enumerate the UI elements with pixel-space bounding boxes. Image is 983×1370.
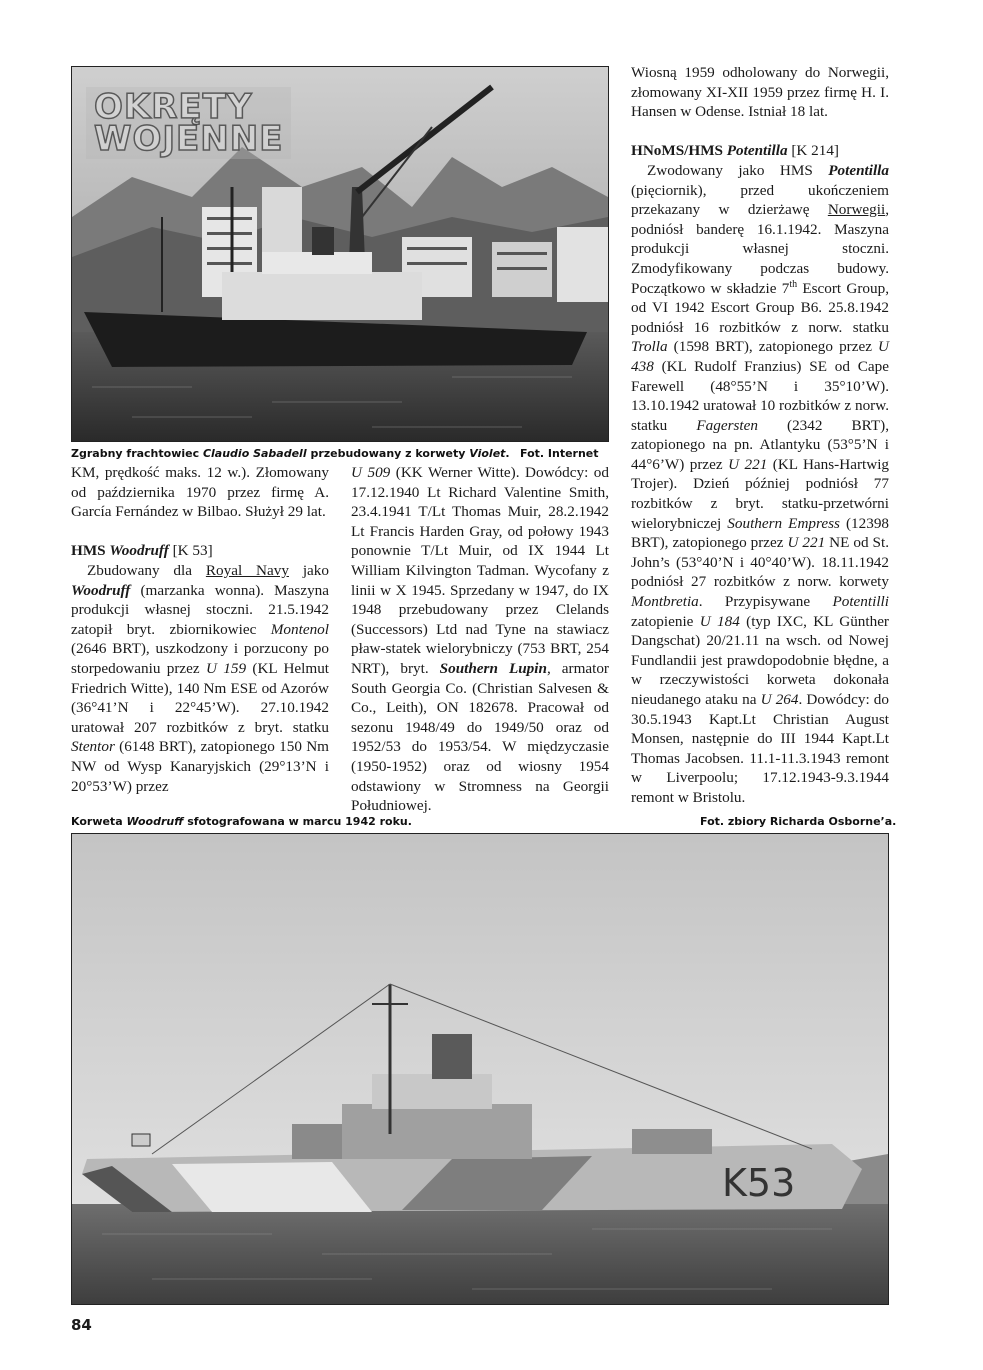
photo2-credit: Fot. zbiory Richarda Osborne’a. (700, 815, 897, 828)
paragraph: Zwodowany jako HMS Potentilla (pięciornik), przed ukończeniem przekazany w dzierżawę Norwegii, podniósł banderę 16.1.1942. Maszyna produkcji własnej stoczni. Zmodyfikowany podczas budowy. Początkowo w składzie 7th Escort Group, od VI 1942 Escort Group B6. 25.8.1942 podniósł 16 rozbitków z norw. statku Trolla (1598 BRT), zatopionego przez U 438 (KL Rudolf Franzius) SE od Cape Farewell (48°55’N i 35°10’W). 13.10.1942 uratował 10 rozbitków z norw. statku Fagersten (2342 BRT), zatopionego na pn. Atlantyku (53°5’N i 44°6’W) przez U 221 (KL Hans-Hartwig Trojer). Dzień później podniósł 77 rozbitków z bryt. statku-przetwórni wielorybniczej Southern Empress (12398 BRT), zatopionego przez U 221 NE od St. John’s (53°40’N i 40°40’W). 18.11.1942 podniósł 27 rozbitków z norw. korwety Montbretia. Przypisywane Potentilli zatopienie U 184 (typ IXC, KL Günther Dangschat) 20/21.11 na wsch. od Nowej Fundlandii jest prawdopodobnie błędne, a w rzeczywistości korweta dokonała nieudanego ataku na U 264. Dowódcy: do 30.5.1943 Kapt.Lt Christian August Monsen, następnie do III 1944 Kapt.Lt Thomas Jacobsen. 11.1-11.3.1943 remont w Liverpoolu; 17.12.1943-9.3.1944 remont w Bristolu. (631, 161, 890, 806)
photo2-caption: Korweta Woodruff sfotografowana w marcu 1942 roku. (71, 815, 412, 828)
photo1-caption: Zgrabny frachtowiec Claudio Sabadell przebudowany z korwety Violet. (71, 447, 510, 460)
photo1-credit: Fot. Internet (520, 447, 599, 460)
column-2 (351, 463, 609, 816)
paragraph: KM, prędkość maks. 12 w.). Złomowany od października 1970 przez firmę A. García Fernández w Bilbao. Służył 29 lat. (71, 464, 329, 521)
column-1 (71, 463, 329, 796)
paragraph: Zbudowany dla Royal Navy jako Woodruff (marzanka wonna). Maszyna produkcji własnej stoczni. 21.5.1942 zatopił bryt. zbiornikowiec Montenol (2646 BRT), uszkodzony i porzucony po storpedowaniu przez U 159 (KL Helmut Friedrich Witte), 140 Nm ESE od Azorów (36°41’N i 22°45’W). 27.10.1942 uratował 207 rozbitków z bryt. statku Stentor (6148 BRT), zatopionego 150 Nm NW od Wysp Kanaryjskich (29°13’N i 20°53’W) przez (71, 561, 330, 795)
royal-navy-link[interactable]: Royal Navy (205, 561, 289, 579)
norwegii-link[interactable]: Norwegii (827, 201, 886, 219)
photo-woodruff-corvette (71, 833, 889, 1305)
paragraph: Wiosną 1959 odholowany do Norwegii, złomowany XI-XII 1959 przez firmę H. I. Hansen w Odense. Istniał 18 lat. (631, 64, 889, 121)
section-heading-potentilla: HNoMS/HMS Potentilla [K 214] (631, 142, 839, 160)
corvette-photo-illustration (72, 834, 888, 1304)
paragraph: U 509 (KK Werner Witte). Dowódcy: od 17.12.1940 Lt Richard Valentine Smith, 23.4.1941 T/Lt Thomas Muir, 28.2.1942 Lt Francis Harden Gray, od połowy 1943 ponownie T/Lt Muir, od IX 1944 Lt William Kilvington Tadman. Wycofany z linii w X 1945. Sprzedany w 1947, do IX 1948 przebudowany przez Clelands (Successors) Ltd nad Tyne na stawiacz pław-statek wielorybniczy (753 BRT, 254 NRT), bryt. Southern Lupin, armator South Georgia Co. (Christian Salvesen & Co., Leith), ON 182678. Pracował od sezonu 1948/49 do 1949/50 oraz od 1952/53 do 1953/54. W międzyczasie (1950-1952) oraz od wiosny 1954 odstawiony w Stromness na Georgii Południowej. (351, 464, 609, 815)
section-heading-woodruff: HMS Woodruff [K 53] (71, 542, 213, 560)
hull-number: K53 (722, 1161, 796, 1205)
column-3 (631, 63, 889, 808)
page-number: 84 (71, 1316, 92, 1334)
okrety-wojenne-watermark: OKRĘTY WOJENNE (86, 87, 291, 159)
photo-claudio-sabadell (71, 66, 609, 442)
